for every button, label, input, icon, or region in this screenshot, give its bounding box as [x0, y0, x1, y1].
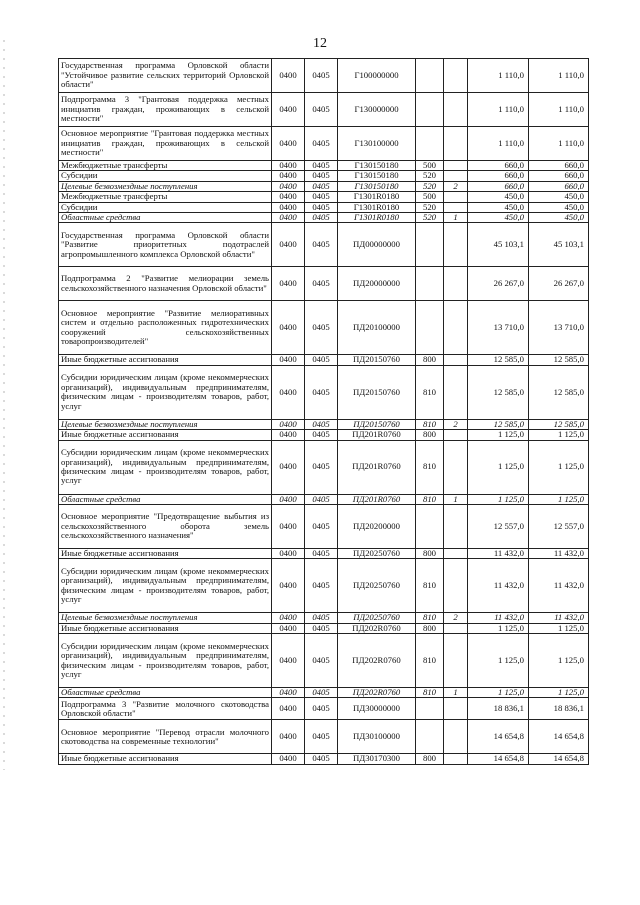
row-name-cell: Подпрограмма 2 "Развитие мелиорации земель сельскохозяйственного назначения Орловской области" [59, 267, 272, 301]
target-article-cell: ПД20100000 [338, 301, 416, 355]
funding-source-cell [444, 623, 468, 633]
amount-approved-cell: 11 432,0 [529, 613, 589, 623]
section-code-cell: 0400 [272, 212, 305, 222]
subsection-code-cell: 0405 [305, 212, 338, 222]
expense-type-cell: 520 [416, 212, 444, 222]
subsection-code-cell: 0405 [305, 355, 338, 365]
table-row [59, 613, 589, 623]
section-code-cell: 0400 [272, 548, 305, 558]
subsection-code-cell: 0405 [305, 698, 338, 720]
subsection-code-cell: 0405 [305, 223, 338, 267]
amount-approved-cell: 14 654,8 [529, 754, 589, 764]
section-code-cell: 0400 [272, 127, 305, 161]
amount-cell: 660,0 [468, 171, 529, 181]
funding-source-cell [444, 698, 468, 720]
expense-type-cell: 520 [416, 171, 444, 181]
target-article-cell: ПД20150760 [338, 365, 416, 419]
table-row [59, 267, 589, 301]
funding-source-cell [444, 127, 468, 161]
table-row [59, 688, 589, 698]
table-row [59, 440, 589, 494]
amount-cell: 12 585,0 [468, 355, 529, 365]
funding-source-cell: 2 [444, 419, 468, 429]
amount-cell: 1 110,0 [468, 59, 529, 93]
target-article-cell: ПД20250760 [338, 559, 416, 613]
section-code-cell: 0400 [272, 365, 305, 419]
funding-source-cell [444, 301, 468, 355]
amount-approved-cell: 450,0 [529, 192, 589, 202]
section-code-cell: 0400 [272, 171, 305, 181]
amount-approved-cell: 11 432,0 [529, 548, 589, 558]
amount-approved-cell: 13 710,0 [529, 301, 589, 355]
expense-type-cell: 800 [416, 430, 444, 440]
table-row [59, 430, 589, 440]
target-article-cell: ПД202R0760 [338, 688, 416, 698]
expense-type-cell [416, 720, 444, 754]
amount-approved-cell: 450,0 [529, 202, 589, 212]
amount-cell: 660,0 [468, 161, 529, 171]
funding-source-cell [444, 223, 468, 267]
table-row [59, 634, 589, 688]
target-article-cell: Г130150180 [338, 181, 416, 191]
expense-type-cell: 810 [416, 634, 444, 688]
amount-cell: 14 654,8 [468, 720, 529, 754]
funding-source-cell [444, 559, 468, 613]
target-article-cell: Г130000000 [338, 93, 416, 127]
table-row [59, 301, 589, 355]
expense-type-cell: 810 [416, 440, 444, 494]
amount-approved-cell: 18 836,1 [529, 698, 589, 720]
section-code-cell: 0400 [272, 192, 305, 202]
row-name-cell: Основное мероприятие "Предотвращение выбытия из сельскохозяйственного оборота земель сельскохозяйственного назначения" [59, 504, 272, 548]
amount-cell: 450,0 [468, 192, 529, 202]
target-article-cell: ПД20000000 [338, 267, 416, 301]
funding-source-cell [444, 59, 468, 93]
amount-cell: 11 432,0 [468, 559, 529, 613]
row-name-cell: Основное мероприятие "Развитие мелиоративных систем и отдельно расположенных гидротехнических сооружений сельскохозяйственных товаропроизводителей" [59, 301, 272, 355]
funding-source-cell: 1 [444, 212, 468, 222]
funding-source-cell [444, 548, 468, 558]
amount-cell: 1 110,0 [468, 93, 529, 127]
funding-source-cell [444, 171, 468, 181]
table-row [59, 720, 589, 754]
target-article-cell: Г130100000 [338, 127, 416, 161]
target-article-cell: ПД20150760 [338, 355, 416, 365]
target-article-cell: ПД201R0760 [338, 430, 416, 440]
row-name-cell: Субсидии [59, 202, 272, 212]
section-code-cell: 0400 [272, 430, 305, 440]
amount-approved-cell: 12 557,0 [529, 504, 589, 548]
expense-type-cell [416, 504, 444, 548]
amount-approved-cell: 1 125,0 [529, 430, 589, 440]
target-article-cell: Г130150180 [338, 171, 416, 181]
target-article-cell: ПД30100000 [338, 720, 416, 754]
funding-source-cell [444, 202, 468, 212]
expense-type-cell: 810 [416, 613, 444, 623]
table-row [59, 192, 589, 202]
target-article-cell: Г1301R0180 [338, 212, 416, 222]
funding-source-cell [444, 365, 468, 419]
table-row [59, 223, 589, 267]
subsection-code-cell: 0405 [305, 267, 338, 301]
row-name-cell: Областные средства [59, 688, 272, 698]
expense-type-cell: 810 [416, 365, 444, 419]
amount-cell: 14 654,8 [468, 754, 529, 764]
amount-cell: 1 125,0 [468, 688, 529, 698]
subsection-code-cell: 0405 [305, 419, 338, 429]
expense-type-cell [416, 127, 444, 161]
expense-type-cell: 800 [416, 548, 444, 558]
section-code-cell: 0400 [272, 223, 305, 267]
target-article-cell: Г100000000 [338, 59, 416, 93]
target-article-cell: ПД201R0760 [338, 440, 416, 494]
row-name-cell: Иные бюджетные ассигнования [59, 548, 272, 558]
funding-source-cell: 1 [444, 494, 468, 504]
table-row [59, 181, 589, 191]
section-code-cell: 0400 [272, 419, 305, 429]
amount-cell: 26 267,0 [468, 267, 529, 301]
subsection-code-cell: 0405 [305, 301, 338, 355]
section-code-cell: 0400 [272, 754, 305, 764]
target-article-cell: ПД202R0760 [338, 623, 416, 633]
amount-approved-cell: 12 585,0 [529, 365, 589, 419]
row-name-cell: Иные бюджетные ассигнования [59, 623, 272, 633]
subsection-code-cell: 0405 [305, 634, 338, 688]
amount-approved-cell: 660,0 [529, 171, 589, 181]
subsection-code-cell: 0405 [305, 720, 338, 754]
section-code-cell: 0400 [272, 181, 305, 191]
budget-table-body [59, 59, 589, 765]
section-code-cell: 0400 [272, 623, 305, 633]
amount-approved-cell: 26 267,0 [529, 267, 589, 301]
expense-type-cell: 810 [416, 559, 444, 613]
target-article-cell: ПД202R0760 [338, 634, 416, 688]
expense-type-cell: 810 [416, 688, 444, 698]
amount-approved-cell: 1 110,0 [529, 59, 589, 93]
section-code-cell: 0400 [272, 301, 305, 355]
target-article-cell: Г1301R0180 [338, 202, 416, 212]
amount-cell: 1 125,0 [468, 430, 529, 440]
section-code-cell: 0400 [272, 494, 305, 504]
budget-table [58, 58, 589, 765]
funding-source-cell: 1 [444, 688, 468, 698]
subsection-code-cell: 0405 [305, 613, 338, 623]
row-name-cell: Целевые безвозмездные поступления [59, 419, 272, 429]
expense-type-cell: 500 [416, 161, 444, 171]
target-article-cell: Г130150180 [338, 161, 416, 171]
section-code-cell: 0400 [272, 559, 305, 613]
amount-cell: 1 125,0 [468, 634, 529, 688]
funding-source-cell [444, 720, 468, 754]
subsection-code-cell: 0405 [305, 59, 338, 93]
funding-source-cell [444, 161, 468, 171]
amount-cell: 12 585,0 [468, 365, 529, 419]
amount-cell: 12 557,0 [468, 504, 529, 548]
subsection-code-cell: 0405 [305, 161, 338, 171]
row-name-cell: Областные средства [59, 212, 272, 222]
amount-approved-cell: 14 654,8 [529, 720, 589, 754]
amount-approved-cell: 450,0 [529, 212, 589, 222]
table-row [59, 548, 589, 558]
table-row [59, 161, 589, 171]
subsection-code-cell: 0405 [305, 754, 338, 764]
amount-cell: 450,0 [468, 212, 529, 222]
section-code-cell: 0400 [272, 613, 305, 623]
table-row [59, 59, 589, 93]
table-row [59, 171, 589, 181]
amount-approved-cell: 1 125,0 [529, 634, 589, 688]
page-number: 12 [313, 36, 327, 51]
expense-type-cell: 800 [416, 754, 444, 764]
expense-type-cell [416, 267, 444, 301]
row-name-cell: Иные бюджетные ассигнования [59, 355, 272, 365]
funding-source-cell [444, 355, 468, 365]
subsection-code-cell: 0405 [305, 440, 338, 494]
amount-cell: 12 585,0 [468, 419, 529, 429]
row-name-cell: Иные бюджетные ассигнования [59, 430, 272, 440]
funding-source-cell [444, 440, 468, 494]
subsection-code-cell: 0405 [305, 504, 338, 548]
amount-cell: 45 103,1 [468, 223, 529, 267]
subsection-code-cell: 0405 [305, 688, 338, 698]
amount-approved-cell: 660,0 [529, 161, 589, 171]
target-article-cell: ПД20150760 [338, 419, 416, 429]
target-article-cell: ПД201R0760 [338, 494, 416, 504]
target-article-cell: Г1301R0180 [338, 192, 416, 202]
amount-cell: 660,0 [468, 181, 529, 191]
row-name-cell: Подпрограмма 3 "Грантовая поддержка местных инициатив граждан, проживающих в сельской местности" [59, 93, 272, 127]
amount-approved-cell: 12 585,0 [529, 419, 589, 429]
expense-type-cell [416, 698, 444, 720]
subsection-code-cell: 0405 [305, 494, 338, 504]
subsection-code-cell: 0405 [305, 202, 338, 212]
row-name-cell: Государственная программа Орловской области "Устойчивое развитие сельских территорий Орловской области" [59, 59, 272, 93]
row-name-cell: Государственная программа Орловской области "Развитие приоритетных подотраслей агропромышленного комплекса Орловской области" [59, 223, 272, 267]
row-name-cell: Межбюджетные трансферты [59, 192, 272, 202]
expense-type-cell [416, 301, 444, 355]
table-row [59, 754, 589, 764]
section-code-cell: 0400 [272, 720, 305, 754]
funding-source-cell [444, 192, 468, 202]
funding-source-cell [444, 430, 468, 440]
section-code-cell: 0400 [272, 440, 305, 494]
expense-type-cell: 810 [416, 494, 444, 504]
table-row [59, 698, 589, 720]
table-row [59, 419, 589, 429]
row-name-cell: Субсидии [59, 171, 272, 181]
amount-approved-cell: 11 432,0 [529, 559, 589, 613]
amount-cell: 1 125,0 [468, 494, 529, 504]
amount-approved-cell: 1 110,0 [529, 93, 589, 127]
table-row [59, 212, 589, 222]
section-code-cell: 0400 [272, 698, 305, 720]
subsection-code-cell: 0405 [305, 192, 338, 202]
amount-cell: 13 710,0 [468, 301, 529, 355]
subsection-code-cell: 0405 [305, 559, 338, 613]
table-row [59, 365, 589, 419]
row-name-cell: Субсидии юридическим лицам (кроме некоммерческих организаций), индивидуальным предпринимателям, физическим лицам - производителям товаров, работ, услуг [59, 440, 272, 494]
section-code-cell: 0400 [272, 504, 305, 548]
amount-approved-cell: 660,0 [529, 181, 589, 191]
target-article-cell: ПД00000000 [338, 223, 416, 267]
funding-source-cell [444, 93, 468, 127]
table-row [59, 355, 589, 365]
amount-approved-cell: 12 585,0 [529, 355, 589, 365]
amount-cell: 18 836,1 [468, 698, 529, 720]
section-code-cell: 0400 [272, 161, 305, 171]
section-code-cell: 0400 [272, 59, 305, 93]
subsection-code-cell: 0405 [305, 171, 338, 181]
row-name-cell: Целевые безвозмездные поступления [59, 613, 272, 623]
section-code-cell: 0400 [272, 93, 305, 127]
amount-approved-cell: 1 110,0 [529, 127, 589, 161]
expense-type-cell [416, 223, 444, 267]
expense-type-cell [416, 93, 444, 127]
target-article-cell: ПД20250760 [338, 613, 416, 623]
section-code-cell: 0400 [272, 634, 305, 688]
row-name-cell: Субсидии юридическим лицам (кроме некоммерческих организаций), индивидуальным предпринимателям, физическим лицам - производителям товаров, работ, услуг [59, 365, 272, 419]
row-name-cell: Основное мероприятие "Грантовая поддержка местных инициатив граждан, проживающих в сельской местности" [59, 127, 272, 161]
table-row [59, 494, 589, 504]
amount-cell: 11 432,0 [468, 548, 529, 558]
amount-cell: 1 125,0 [468, 440, 529, 494]
expense-type-cell: 520 [416, 181, 444, 191]
row-name-cell: Иные бюджетные ассигнования [59, 754, 272, 764]
subsection-code-cell: 0405 [305, 430, 338, 440]
subsection-code-cell: 0405 [305, 181, 338, 191]
scan-edge-mark [3, 40, 5, 770]
table-row [59, 559, 589, 613]
amount-cell: 1 110,0 [468, 127, 529, 161]
target-article-cell: ПД30170300 [338, 754, 416, 764]
row-name-cell: Целевые безвозмездные поступления [59, 181, 272, 191]
subsection-code-cell: 0405 [305, 93, 338, 127]
section-code-cell: 0400 [272, 267, 305, 301]
amount-approved-cell: 1 125,0 [529, 494, 589, 504]
amount-cell: 450,0 [468, 202, 529, 212]
amount-approved-cell: 1 125,0 [529, 623, 589, 633]
row-name-cell: Межбюджетные трансферты [59, 161, 272, 171]
expense-type-cell: 500 [416, 192, 444, 202]
amount-approved-cell: 1 125,0 [529, 688, 589, 698]
expense-type-cell: 810 [416, 419, 444, 429]
amount-approved-cell: 45 103,1 [529, 223, 589, 267]
amount-approved-cell: 1 125,0 [529, 440, 589, 494]
target-article-cell: ПД20200000 [338, 504, 416, 548]
section-code-cell: 0400 [272, 355, 305, 365]
expense-type-cell: 800 [416, 355, 444, 365]
expense-type-cell: 800 [416, 623, 444, 633]
subsection-code-cell: 0405 [305, 365, 338, 419]
subsection-code-cell: 0405 [305, 623, 338, 633]
row-name-cell: Основное мероприятие "Перевод отрасли молочного скотоводства на современные технологии" [59, 720, 272, 754]
row-name-cell: Подпрограмма 3 "Развитие молочного скотоводства Орловской области" [59, 698, 272, 720]
table-row [59, 504, 589, 548]
funding-source-cell [444, 504, 468, 548]
row-name-cell: Областные средства [59, 494, 272, 504]
funding-source-cell: 2 [444, 181, 468, 191]
table-row [59, 623, 589, 633]
row-name-cell: Субсидии юридическим лицам (кроме некоммерческих организаций), индивидуальным предпринимателям, физическим лицам - производителям товаров, работ, услуг [59, 559, 272, 613]
funding-source-cell [444, 267, 468, 301]
table-row [59, 127, 589, 161]
expense-type-cell: 520 [416, 202, 444, 212]
subsection-code-cell: 0405 [305, 127, 338, 161]
target-article-cell: ПД20250760 [338, 548, 416, 558]
funding-source-cell [444, 634, 468, 688]
table-row [59, 93, 589, 127]
section-code-cell: 0400 [272, 202, 305, 212]
table-row [59, 202, 589, 212]
amount-cell: 1 125,0 [468, 623, 529, 633]
target-article-cell: ПД30000000 [338, 698, 416, 720]
amount-cell: 11 432,0 [468, 613, 529, 623]
expense-type-cell [416, 59, 444, 93]
funding-source-cell [444, 754, 468, 764]
row-name-cell: Субсидии юридическим лицам (кроме некоммерческих организаций), индивидуальным предпринимателям, физическим лицам - производителям товаров, работ, услуг [59, 634, 272, 688]
section-code-cell: 0400 [272, 688, 305, 698]
subsection-code-cell: 0405 [305, 548, 338, 558]
funding-source-cell: 2 [444, 613, 468, 623]
